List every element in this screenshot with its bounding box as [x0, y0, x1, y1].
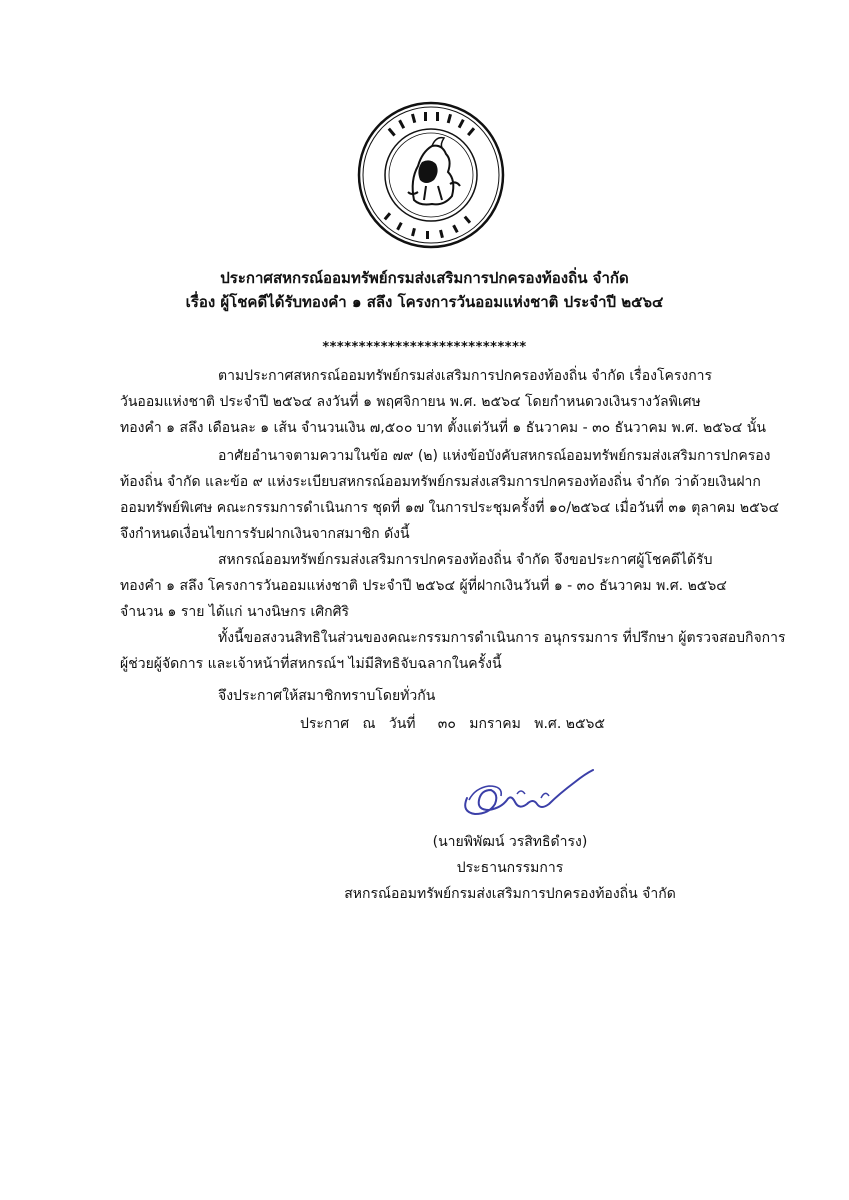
announcement-date: ประกาศ ณ วันที่ ๓๐ มกราคม พ.ศ. ๒๕๖๕: [300, 716, 606, 732]
signer-position: ประธานกรรมการ: [456, 860, 564, 876]
body-line: สหกรณ์ออมทรัพย์กรมส่งเสริมการปกครองท้องถิ่น จำกัด จึงขอประกาศผู้โชคดีได้รับ: [218, 552, 713, 568]
body-line: วันออมแห่งชาติ ประจำปี ๒๕๖๔ ลงวันที่ ๑ พฤศจิกายน พ.ศ. ๒๕๖๔ โดยกำหนดวงเงินรางวัลพิเศษ: [120, 394, 701, 410]
separator-line: ****************************: [322, 340, 527, 355]
body-line: อาศัยอำนาจตามความในข้อ ๗๙ (๒) แห่งข้อบังคับสหกรณ์ออมทรัพย์กรมส่งเสริมการปกครอง: [218, 448, 771, 464]
body-line: ท้องถิ่น จำกัด และข้อ ๙ แห่งระเบียบสหกรณ์ออมทรัพย์กรมส่งเสริมการปกครองท้องถิ่น จำกัด ว่าด้วยเงินฝาก: [120, 474, 761, 490]
body-line: ทองคำ ๑ สลึง โครงการวันออมแห่งชาติ ประจำปี ๒๕๖๔ ผู้ที่ฝากเงินวันที่ ๑ - ๓๐ ธันวาคม พ.ศ. ๒๕๖๔: [120, 578, 727, 594]
body-line: จึงกำหนดเงื่อนไขการรับฝากเงินจากสมาชิก ดังนี้: [120, 526, 410, 542]
body-line: ทั้งนี้ขอสงวนสิทธิในส่วนของคณะกรรมการดำเนินการ อนุกรรมการ ที่ปรึกษา ผู้ตรวจสอบกิจการ: [218, 630, 786, 646]
signer-organization: สหกรณ์ออมทรัพย์กรมส่งเสริมการปกครองท้องถิ่น จำกัด: [344, 886, 676, 902]
winner-line: จำนวน ๑ ราย ได้แก่ นางนิษกร เศิกศิริ: [120, 604, 350, 620]
body-line: ตามประกาศสหกรณ์ออมทรัพย์กรมส่งเสริมการปกครองท้องถิ่น จำกัด เรื่องโครงการ: [218, 368, 713, 384]
announce-line: จึงประกาศให้สมาชิกทราบโดยทั่วกัน: [218, 688, 436, 704]
cooperative-seal-icon: [356, 100, 506, 250]
announcement-subject: เรื่อง ผู้โชคดีได้รับทองคำ ๑ สลึง โครงการวันออมแห่งชาติ ประจำปี ๒๕๖๔: [185, 293, 664, 311]
announcement-title: ประกาศสหกรณ์ออมทรัพย์กรมส่งเสริมการปกครองท้องถิ่น จำกัด: [220, 269, 629, 287]
body-line: ทองคำ ๑ สลึง เดือนละ ๑ เส้น จำนวนเงิน ๗,๕๐๐ บาท ตั้งแต่วันที่ ๑ ธันวาคม - ๓๐ ธันวาคม พ.ศ. ๒๕๖๔ นั้น: [120, 420, 766, 436]
handwritten-signature-icon: [455, 760, 595, 824]
body-line: ออมทรัพย์พิเศษ คณะกรรมการดำเนินการ ชุดที่ ๑๗ ในการประชุมครั้งที่ ๑๐/๒๕๖๔ เมื่อวันที่ ๓๑ ตุลาคม ๒๕๖๔: [120, 500, 780, 516]
body-line: ผู้ช่วยผู้จัดการ และเจ้าหน้าที่สหกรณ์ฯ ไม่มีสิทธิจับฉลากในครั้งนี้: [120, 656, 502, 672]
signer-name: (นายพิพัฒน์ วรสิทธิดำรง): [432, 834, 588, 850]
